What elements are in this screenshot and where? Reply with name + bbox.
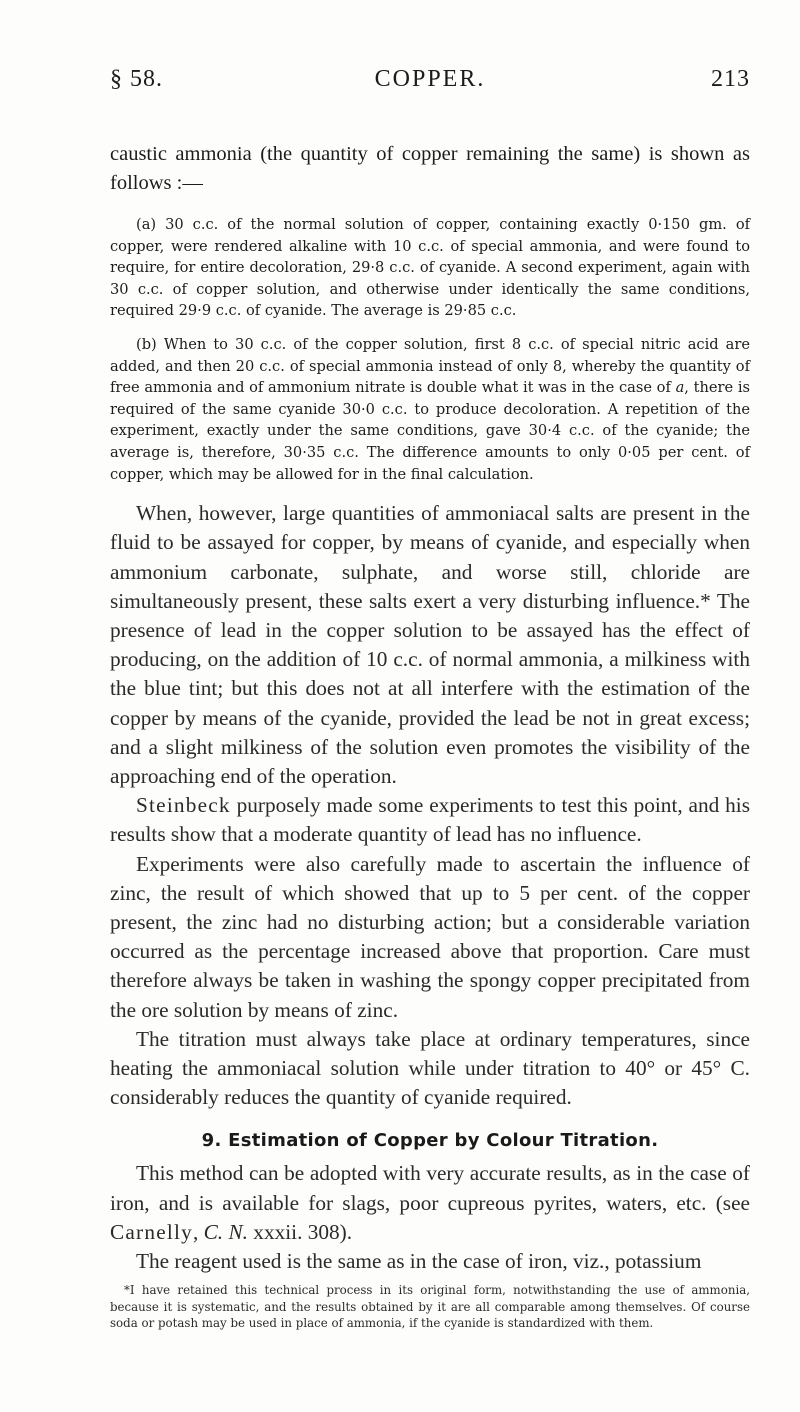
journal-ref-c: C. xyxy=(203,1219,224,1244)
colour-titration-text-after: xxxii. 308). xyxy=(247,1219,353,1244)
steinbeck-text: purposely made some experiments to test this point, and his results show that a moderate quantity of lead has no influence. xyxy=(110,793,750,847)
experiment-b-paragraph xyxy=(110,334,750,485)
experiment-a-text: 30 c.c. of the normal solution of copper, containing exactly 0·150 gm. of copper, were rendered alkaline with 10 c.c. of special ammonia, and were found to require, for entire decoloration, 29·8 c.c. of cyanide. A second experiment, again with 30 c.c. of copper solution, and otherwise under identically the same conditions, required 29·9 c.c. of cyanide. The average is 29·85 c.c. xyxy=(110,216,751,320)
steinbeck-paragraph xyxy=(110,791,750,849)
running-title: COPPER. xyxy=(374,66,486,92)
colour-titration-paragraph: This method can be adopted with very accurate results, as in the case of iron, and is available for slags, poor cupreous pyrites, waters, etc. (see Carnelly, C. N. xxxii. 308). xyxy=(110,1161,750,1244)
steinbeck-name: Steinbeck xyxy=(136,793,231,818)
journal-ref-n: N. xyxy=(228,1219,248,1244)
experiment-b-label: (b) xyxy=(136,335,157,353)
reagent-paragraph: The reagent used is the same as in the case of iron, viz., potassium xyxy=(136,1249,702,1273)
section-heading: 9. Estimation of Copper by Colour Titration. xyxy=(201,1130,659,1152)
temperature-paragraph: The titration must always take place at ordinary temperatures, since heating the ammoniacal solution while under titration to 40° or 45° C. considerably reduces the quantity of cyanide required. xyxy=(110,1026,750,1110)
running-header xyxy=(110,66,750,96)
experiment-a-label: (a) xyxy=(136,216,157,233)
page-number: 213 xyxy=(711,66,750,92)
colour-titration-text-before: This method can be adopted with very accurate results, as in the case of iron, and is available for slags, poor cupreous pyrites, waters, etc. (see xyxy=(110,1161,750,1215)
footnote: *I have retained this technical process in its original form, notwithstanding the use of ammonia, because it is systematic, and the results obtained by it are all comparable among themselves. Of course soda or potash may be used in place of ammonia, if the cyanide is standardized with them. xyxy=(110,1283,750,1331)
intro-paragraph: caustic ammonia (the quantity of copper remaining the same) is shown as follows :— xyxy=(110,143,750,194)
carnelly-name: Carnelly xyxy=(110,1219,193,1244)
ammoniacal-salts-paragraph: When, however, large quantities of ammoniacal salts are present in the fluid to be assayed for copper, by means of cyanide, and especially when ammonium carbonate, sulphate, and worse still, chloride are simultaneously present, these salts exert a very disturbing influence.* The presence of lead in the copper solution to be assayed has the effect of producing, on the addition of 10 c.c. of normal ammonia, a milkiness with the blue tint; but this does not at all interfere with the estimation of the copper by means of the cyanide, provided the lead be not in great excess; and a slight milkiness of the solution even promotes the visibility of the approaching end of the operation. xyxy=(110,501,750,788)
experiment-b-text-before: When to 30 c.c. of the copper solution, first 8 c.c. of special nitric acid are added, and then 20 c.c. of special ammonia instead of only 8, whereby the quantity of free ammonia and of ammonium nitrate is double what it was in the case of xyxy=(110,335,750,397)
experiment-b-italic-ref: a xyxy=(675,379,685,397)
experiment-a-paragraph xyxy=(110,214,750,322)
page-body xyxy=(110,140,750,1332)
section-number: § 58. xyxy=(110,66,163,92)
experiment-b-text-after: , there is required of the same cyanide 30·0 c.c. to produce decoloration. A repetition of the experiment, exactly under the same conditions, gave 30·4 c.c. of the cyanide; the average is, therefore, 30·35 c.c. The difference amounts to only 0·05 per cent. of copper, which may be allowed for in the final calculation. xyxy=(110,379,750,483)
zinc-paragraph: Experiments were also carefully made to ascertain the influence of zinc, the result of which showed that up to 5 per cent. of the copper present, the zinc had no disturbing action; but a considerable variation occurred as the percentage increased above that proportion. Care must therefore always be taken in washing the spongy copper precipitated from the ore solution by means of zinc. xyxy=(110,851,750,1022)
